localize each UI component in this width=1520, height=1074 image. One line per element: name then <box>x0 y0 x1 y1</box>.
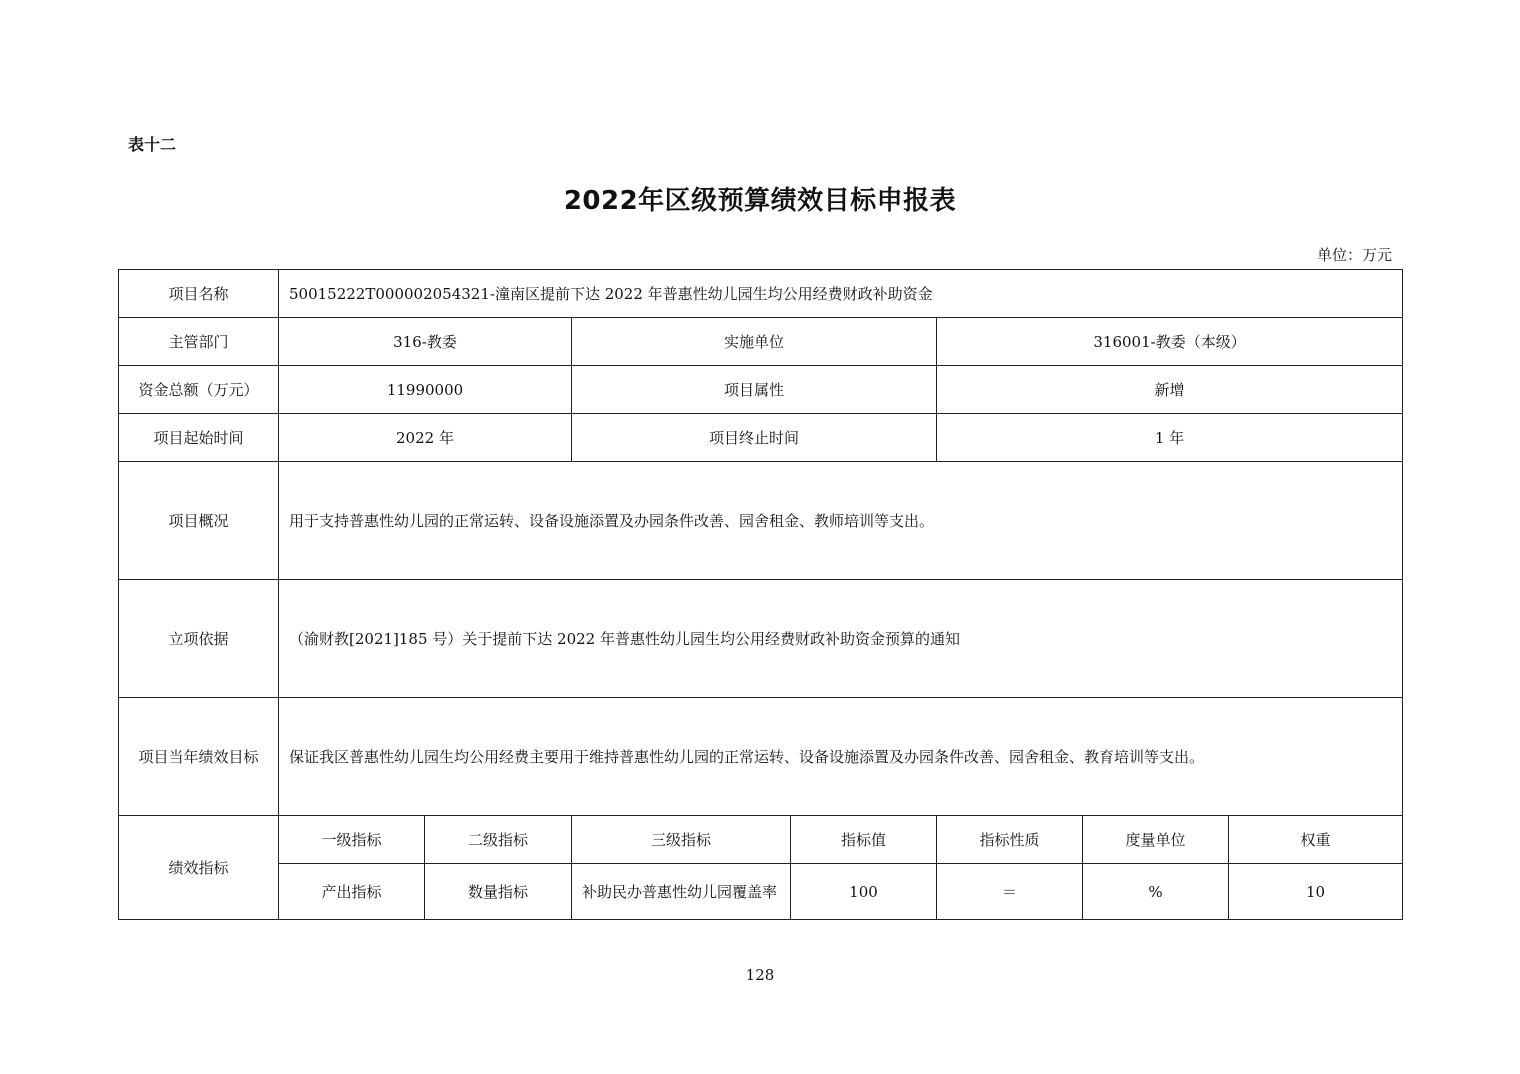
table-row <box>119 580 1403 698</box>
table-row <box>119 816 1403 864</box>
start-time-label: 项目起始时间 <box>119 414 279 462</box>
indicator-level3: 补助民办普惠性幼儿园覆盖率 <box>572 864 791 920</box>
overview-value: 用于支持普惠性幼儿园的正常运转、设备设施添置及办园条件改善、园舍租金、教师培训等支出。 <box>279 462 1403 580</box>
page-number: 128 <box>745 966 775 984</box>
project-name-value: 50015222T000002054321-潼南区提前下达 2022 年普惠性幼儿园生均公用经费财政补助资金 <box>279 270 1403 318</box>
annual-goal-value: 保证我区普惠性幼儿园生均公用经费主要用于维持普惠性幼儿园的正常运转、设备设施添置及办园条件改善、园舍租金、教育培训等支出。 <box>279 698 1403 816</box>
unit-note: 单位：万元 <box>1316 246 1392 264</box>
indicator-header-value: 指标值 <box>791 816 937 864</box>
total-funds-label: 资金总额（万元） <box>119 366 279 414</box>
table-row <box>119 414 1403 462</box>
table-row <box>119 864 1403 920</box>
overview-label: 项目概况 <box>119 462 279 580</box>
basis-value: （渝财教[2021]185 号）关于提前下达 2022 年普惠性幼儿园生均公用经费财政补助资金预算的通知 <box>279 580 1403 698</box>
indicator-header-level2: 二级指标 <box>425 816 572 864</box>
basis-label: 立项依据 <box>119 580 279 698</box>
total-funds-value: 11990000 <box>279 366 572 414</box>
table-row <box>119 366 1403 414</box>
implementing-unit-value: 316001-教委（本级） <box>937 318 1403 366</box>
indicator-header-nature: 指标性质 <box>937 816 1083 864</box>
indicator-header-level1: 一级指标 <box>279 816 425 864</box>
end-time-label: 项目终止时间 <box>572 414 937 462</box>
indicator-level1: 产出指标 <box>279 864 425 920</box>
table-number-label: 表十二 <box>128 135 177 154</box>
document-title: 2022年区级预算绩效目标申报表 <box>563 186 957 216</box>
start-time-value: 2022 年 <box>279 414 572 462</box>
annual-goal-label: 项目当年绩效目标 <box>119 698 279 816</box>
indicator-level2: 数量指标 <box>425 864 572 920</box>
indicators-label: 绩效指标 <box>119 816 279 920</box>
table-row <box>119 318 1403 366</box>
budget-performance-table <box>118 269 1403 920</box>
end-time-value: 1 年 <box>937 414 1403 462</box>
indicator-header-weight: 权重 <box>1229 816 1403 864</box>
project-attribute-label: 项目属性 <box>572 366 937 414</box>
indicator-value: 100 <box>791 864 937 920</box>
indicator-header-level3: 三级指标 <box>572 816 791 864</box>
department-label: 主管部门 <box>119 318 279 366</box>
indicator-nature: ＝ <box>937 864 1083 920</box>
implementing-unit-label: 实施单位 <box>572 318 937 366</box>
indicator-weight: 10 <box>1229 864 1403 920</box>
table-row <box>119 462 1403 580</box>
table-row <box>119 270 1403 318</box>
project-attribute-value: 新增 <box>937 366 1403 414</box>
indicator-unit: % <box>1083 864 1229 920</box>
indicator-header-unit: 度量单位 <box>1083 816 1229 864</box>
table-row <box>119 698 1403 816</box>
project-name-label: 项目名称 <box>119 270 279 318</box>
department-value: 316-教委 <box>279 318 572 366</box>
